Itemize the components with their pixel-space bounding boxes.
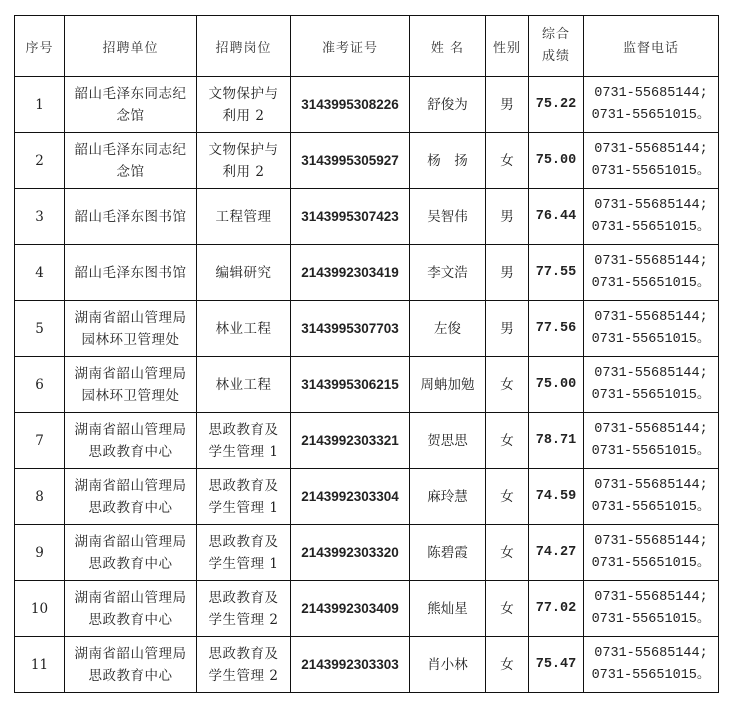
cell-gender <box>486 77 529 133</box>
cell-unit <box>65 413 197 469</box>
table-row <box>15 245 719 301</box>
cell-name <box>410 469 486 525</box>
gender-text: 女 <box>500 544 514 561</box>
table-row <box>15 413 719 469</box>
seq-text: 10 <box>30 600 49 617</box>
cell-seq <box>15 301 65 357</box>
cell-ticket <box>291 357 410 413</box>
table-row <box>15 581 719 637</box>
cell-seq <box>15 77 65 133</box>
cell-post <box>197 637 291 693</box>
seq-text: 4 <box>35 264 44 281</box>
cell-name <box>410 245 486 301</box>
cell-score <box>529 301 584 357</box>
cell-seq <box>15 413 65 469</box>
cell-phone <box>584 357 719 413</box>
post-line1: 林业工程 <box>215 320 272 337</box>
cell-unit <box>65 301 197 357</box>
phone-line1: 0731-55685144; <box>594 421 708 437</box>
post-line2: 学生管理 1 <box>208 555 279 572</box>
ticket-text: 2143992303409 <box>301 600 399 616</box>
cell-seq <box>15 189 65 245</box>
ticket-text: 2143992303303 <box>301 656 399 672</box>
phone-line2: 0731-55651015。 <box>591 499 711 515</box>
table-row <box>15 301 719 357</box>
score-text: 78.71 <box>535 432 577 448</box>
score-text: 75.22 <box>535 96 577 112</box>
gender-text: 男 <box>500 320 514 337</box>
unit-line1: 湖南省韶山管理局 <box>74 645 187 662</box>
seq-text: 2 <box>35 152 44 169</box>
unit-line1: 湖南省韶山管理局 <box>74 477 187 494</box>
ticket-text: 2143992303304 <box>301 488 399 504</box>
seq-text: 9 <box>35 544 44 561</box>
table-row <box>15 189 719 245</box>
post-line2: 利用 2 <box>222 107 265 124</box>
cell-gender <box>486 581 529 637</box>
cell-seq <box>15 245 65 301</box>
name-text: 熊灿星 <box>427 600 468 617</box>
seq-text: 5 <box>35 320 44 337</box>
cell-seq <box>15 637 65 693</box>
cell-name <box>410 189 486 245</box>
unit-line2: 思政教育中心 <box>88 443 173 460</box>
phone-line1: 0731-55685144; <box>594 197 708 213</box>
cell-unit <box>65 525 197 581</box>
gender-text: 女 <box>500 376 514 393</box>
name-text: 陈碧霞 <box>427 544 468 561</box>
cell-gender <box>486 133 529 189</box>
cell-ticket <box>291 581 410 637</box>
post-line1: 文物保护与 <box>208 141 279 158</box>
ticket-text: 3143995307423 <box>301 208 399 224</box>
cell-post <box>197 413 291 469</box>
header-score-line1: 综合 <box>541 27 570 42</box>
unit-line2: 思政教育中心 <box>88 611 173 628</box>
cell-ticket <box>291 469 410 525</box>
post-line1: 文物保护与 <box>208 85 279 102</box>
cell-seq <box>15 357 65 413</box>
post-line1: 工程管理 <box>215 208 272 225</box>
phone-line1: 0731-55685144; <box>594 309 708 325</box>
name-text: 吴智伟 <box>427 208 468 225</box>
cell-gender <box>486 637 529 693</box>
score-text: 75.00 <box>535 376 577 392</box>
unit-line1: 韶山毛泽东同志纪 <box>74 141 187 158</box>
cell-unit <box>65 637 197 693</box>
unit-line1: 韶山毛泽东图书馆 <box>74 208 187 225</box>
post-line2: 学生管理 2 <box>208 667 279 684</box>
cell-post <box>197 525 291 581</box>
seq-text: 7 <box>35 432 44 449</box>
gender-text: 女 <box>500 152 514 169</box>
post-line1: 思政教育及 <box>208 477 279 494</box>
table-row <box>15 77 719 133</box>
header-post: 招聘岗位 <box>197 16 291 77</box>
unit-line1: 韶山毛泽东同志纪 <box>74 85 187 102</box>
cell-score <box>529 245 584 301</box>
cell-name <box>410 525 486 581</box>
phone-line2: 0731-55651015。 <box>591 555 711 571</box>
header-seq: 序号 <box>15 16 65 77</box>
cell-gender <box>486 189 529 245</box>
ticket-text: 3143995305927 <box>301 152 399 168</box>
header-gender: 性别 <box>486 16 529 77</box>
cell-seq <box>15 133 65 189</box>
cell-gender <box>486 413 529 469</box>
score-text: 74.59 <box>535 488 577 504</box>
cell-ticket <box>291 413 410 469</box>
cell-name <box>410 357 486 413</box>
cell-unit <box>65 469 197 525</box>
cell-ticket <box>291 133 410 189</box>
cell-unit <box>65 357 197 413</box>
cell-post <box>197 189 291 245</box>
cell-ticket <box>291 189 410 245</box>
cell-name <box>410 133 486 189</box>
phone-line2: 0731-55651015。 <box>591 387 711 403</box>
header-score-line2: 成绩 <box>541 49 570 64</box>
phone-line1: 0731-55685144; <box>594 141 708 157</box>
cell-phone <box>584 413 719 469</box>
name-text: 李文浩 <box>427 264 468 281</box>
header-ticket: 准考证号 <box>291 16 410 77</box>
seq-text: 1 <box>35 96 44 113</box>
gender-text: 男 <box>500 96 514 113</box>
score-text: 77.02 <box>535 600 577 616</box>
seq-text: 6 <box>35 376 44 393</box>
table-row <box>15 357 719 413</box>
cell-ticket <box>291 525 410 581</box>
cell-name <box>410 413 486 469</box>
unit-line2: 念馆 <box>116 107 145 124</box>
cell-score <box>529 189 584 245</box>
cell-seq <box>15 469 65 525</box>
cell-post <box>197 357 291 413</box>
unit-line2: 园林环卫管理处 <box>81 331 180 348</box>
seq-text: 11 <box>30 656 49 673</box>
phone-line2: 0731-55651015。 <box>591 331 711 347</box>
cell-score <box>529 469 584 525</box>
name-text: 周蚺加勉 <box>420 376 475 393</box>
cell-post <box>197 77 291 133</box>
phone-line2: 0731-55651015。 <box>591 667 711 683</box>
cell-unit <box>65 245 197 301</box>
phone-line1: 0731-55685144; <box>594 589 708 605</box>
post-line2: 学生管理 1 <box>208 499 279 516</box>
score-text: 75.47 <box>535 656 577 672</box>
cell-phone <box>584 469 719 525</box>
ticket-text: 3143995307703 <box>301 320 399 336</box>
gender-text: 女 <box>500 432 514 449</box>
phone-line1: 0731-55685144; <box>594 253 708 269</box>
score-text: 77.55 <box>535 264 577 280</box>
phone-line1: 0731-55685144; <box>594 477 708 493</box>
unit-line1: 湖南省韶山管理局 <box>74 421 187 438</box>
post-line1: 林业工程 <box>215 376 272 393</box>
name-text: 麻玲慧 <box>427 488 468 505</box>
phone-line2: 0731-55651015。 <box>591 219 711 235</box>
cell-ticket <box>291 637 410 693</box>
cell-score <box>529 77 584 133</box>
phone-line1: 0731-55685144; <box>594 533 708 549</box>
unit-line2: 思政教育中心 <box>88 499 173 516</box>
unit-line1: 韶山毛泽东图书馆 <box>74 264 187 281</box>
cell-name <box>410 77 486 133</box>
gender-text: 女 <box>500 656 514 673</box>
cell-gender <box>486 245 529 301</box>
post-line2: 利用 2 <box>222 163 265 180</box>
gender-text: 女 <box>500 488 514 505</box>
unit-line2: 园林环卫管理处 <box>81 387 180 404</box>
cell-ticket <box>291 245 410 301</box>
cell-phone <box>584 77 719 133</box>
name-text: 杨 扬 <box>427 152 468 169</box>
unit-line2: 思政教育中心 <box>88 555 173 572</box>
name-text: 舒俊为 <box>427 96 468 113</box>
header-name: 姓 名 <box>410 16 486 77</box>
post-line1: 思政教育及 <box>208 533 279 550</box>
cell-name <box>410 637 486 693</box>
gender-text: 女 <box>500 600 514 617</box>
cell-post <box>197 133 291 189</box>
cell-ticket <box>291 301 410 357</box>
gender-text: 男 <box>500 264 514 281</box>
cell-ticket <box>291 77 410 133</box>
phone-line2: 0731-55651015。 <box>591 275 711 291</box>
ticket-text: 2143992303320 <box>301 544 399 560</box>
cell-seq <box>15 581 65 637</box>
name-text: 左俊 <box>434 320 461 337</box>
cell-gender <box>486 469 529 525</box>
score-text: 77.56 <box>535 320 577 336</box>
table-row <box>15 525 719 581</box>
ticket-text: 3143995306215 <box>301 376 399 392</box>
cell-post <box>197 469 291 525</box>
table-row <box>15 637 719 693</box>
score-text: 76.44 <box>535 208 577 224</box>
unit-line2: 思政教育中心 <box>88 667 173 684</box>
cell-phone <box>584 245 719 301</box>
phone-line1: 0731-55685144; <box>594 365 708 381</box>
ticket-text: 2143992303321 <box>301 432 399 448</box>
cell-phone <box>584 301 719 357</box>
cell-phone <box>584 133 719 189</box>
phone-line2: 0731-55651015。 <box>591 107 711 123</box>
ticket-text: 3143995308226 <box>301 96 399 112</box>
post-line1: 思政教育及 <box>208 589 279 606</box>
seq-text: 3 <box>35 208 44 225</box>
phone-line2: 0731-55651015。 <box>591 443 711 459</box>
cell-phone <box>584 581 719 637</box>
header-score <box>529 16 584 77</box>
name-text: 贺思思 <box>427 432 468 449</box>
post-line2: 学生管理 2 <box>208 611 279 628</box>
cell-unit <box>65 77 197 133</box>
table-row <box>15 133 719 189</box>
cell-unit <box>65 133 197 189</box>
score-text: 75.00 <box>535 152 577 168</box>
cell-score <box>529 637 584 693</box>
header-row <box>15 16 719 77</box>
unit-line1: 湖南省韶山管理局 <box>74 309 187 326</box>
cell-unit <box>65 189 197 245</box>
unit-line2: 念馆 <box>116 163 145 180</box>
cell-unit <box>65 581 197 637</box>
cell-score <box>529 133 584 189</box>
name-text: 肖小林 <box>427 656 468 673</box>
post-line1: 思政教育及 <box>208 421 279 438</box>
header-phone: 监督电话 <box>584 16 719 77</box>
table-body <box>15 77 719 693</box>
phone-line1: 0731-55685144; <box>594 645 708 661</box>
cell-phone <box>584 637 719 693</box>
cell-post <box>197 301 291 357</box>
cell-gender <box>486 301 529 357</box>
gender-text: 男 <box>500 208 514 225</box>
unit-line1: 湖南省韶山管理局 <box>74 589 187 606</box>
table-row <box>15 469 719 525</box>
cell-seq <box>15 525 65 581</box>
results-table <box>14 15 719 693</box>
phone-line2: 0731-55651015。 <box>591 163 711 179</box>
ticket-text: 2143992303419 <box>301 264 399 280</box>
header-unit: 招聘单位 <box>65 16 197 77</box>
cell-post <box>197 245 291 301</box>
cell-gender <box>486 525 529 581</box>
cell-phone <box>584 525 719 581</box>
cell-post <box>197 581 291 637</box>
post-line2: 学生管理 1 <box>208 443 279 460</box>
cell-score <box>529 357 584 413</box>
phone-line1: 0731-55685144; <box>594 85 708 101</box>
cell-score <box>529 525 584 581</box>
cell-score <box>529 581 584 637</box>
phone-line2: 0731-55651015。 <box>591 611 711 627</box>
post-line1: 思政教育及 <box>208 645 279 662</box>
score-text: 74.27 <box>535 544 577 560</box>
cell-gender <box>486 357 529 413</box>
seq-text: 8 <box>35 488 44 505</box>
unit-line1: 湖南省韶山管理局 <box>74 533 187 550</box>
cell-phone <box>584 189 719 245</box>
post-line1: 编辑研究 <box>215 264 272 281</box>
cell-name <box>410 301 486 357</box>
unit-line1: 湖南省韶山管理局 <box>74 365 187 382</box>
cell-name <box>410 581 486 637</box>
cell-score <box>529 413 584 469</box>
